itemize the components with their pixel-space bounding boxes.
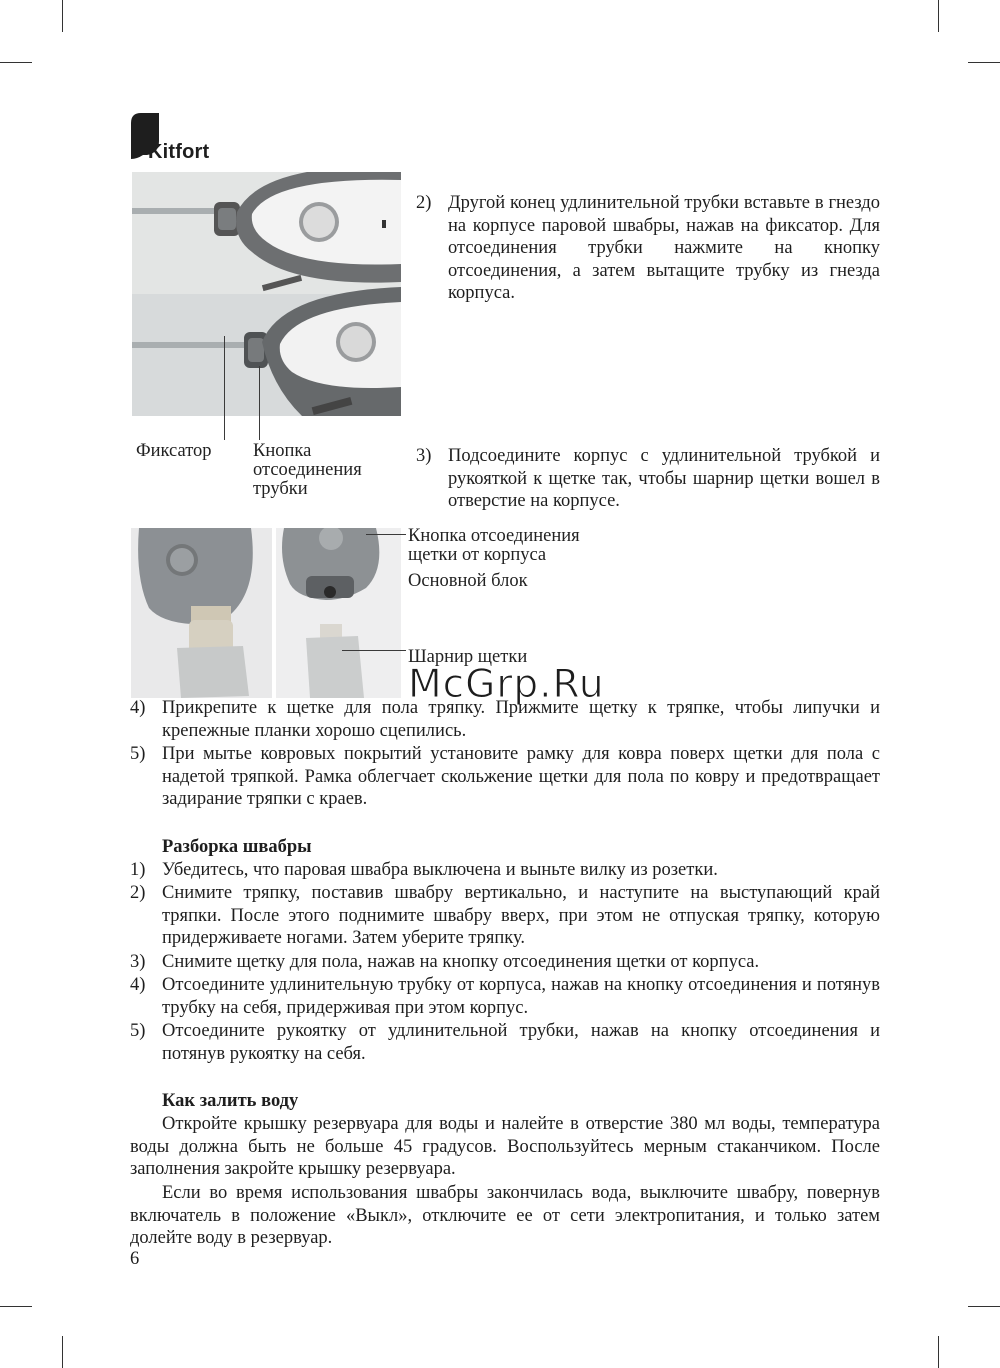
paragraph: Откройте крышку резервуара для воды и налейте в отверстие 380 мл воды, температура воды должна быть не больше 45 градусов. Воспользуйтесь мерным стаканчиком. После заполнения закройте крышку резервуара. <box>130 1114 880 1179</box>
tube-release-button-label: Кнопка отсоединения трубки <box>253 441 362 499</box>
watermark: McGrp.Ru <box>408 662 605 707</box>
main-unit-label: Основной блок <box>408 571 528 591</box>
brush-release-button-label: Кнопка отсоединения щетки от корпуса <box>408 526 580 565</box>
list-item: 5) Отсоедините рукоятку от удлинительной трубки, нажав на кнопку отсоединения и потянув рукоятку на себя. <box>130 1021 880 1064</box>
crop-mark <box>62 0 63 32</box>
latch-leader-line <box>224 336 225 440</box>
list-item: 3) Подсоедините корпус с удлинительной трубкой и рукояткой к щетке так, чтобы шарнир щетки вошел в отверстие на корпусе. <box>416 446 880 511</box>
list-item: 2) Другой конец удлинительной трубки вставьте в гнездо на корпусе паровой швабры, нажав на фиксатор. Для отсоединения трубки нажмите на кнопку отсоединения, а затем вытащите трубку из гнезда корпуса. <box>416 193 880 303</box>
latch-label: Фиксатор <box>136 441 212 461</box>
list-item: 3) Снимите щетку для пола, нажав на кнопку отсоединения щетки от корпуса. <box>130 952 760 972</box>
hinge-leader-line <box>342 650 406 651</box>
crop-mark <box>62 1336 63 1368</box>
brand-name: Kitfort <box>148 141 210 163</box>
button-leader-line <box>259 366 260 440</box>
list-item: 4) Отсоедините удлинительную трубку от корпуса, нажав на кнопку отсоединения и потянув трубку на себя, придерживая при этом корпус. <box>130 975 880 1018</box>
section-heading-water: Как залить воду <box>162 1091 299 1111</box>
crop-mark <box>0 1306 32 1307</box>
crop-mark <box>968 62 1000 63</box>
paragraph: Если во время использования швабры закончилась вода, выключите швабру, повернув включатель в положение «Выкл», отключите ее от сети электропитания, и только затем долейте воду в резервуар. <box>130 1183 880 1248</box>
brush-button-leader-line <box>366 534 406 535</box>
brush-hinge-photo-left <box>131 528 272 698</box>
list-item: 4) Прикрепите к щетке для пола тряпку. Прижмите щетку к тряпке, чтобы липучки и крепежные планки хорошо сцепились. <box>130 698 880 741</box>
crop-mark <box>938 0 939 32</box>
crop-mark <box>938 1336 939 1368</box>
tube-connection-photo <box>132 172 401 416</box>
brush-hinge-photo-right <box>276 528 401 698</box>
list-item: 5) При мытье ковровых покрытий установите рамку для ковра поверх щетки для пола с надетой тряпкой. Рамка облегчает скольжение щетки для пола по ковру и предотвращает задирание тряпки с краев. <box>130 744 880 809</box>
section-heading-disassembly: Разборка швабры <box>162 837 312 857</box>
list-item: 1) Убедитесь, что паровая швабра выключена и выньте вилку из розетки. <box>130 860 718 880</box>
crop-mark <box>968 1306 1000 1307</box>
brand-logo <box>131 113 241 165</box>
page-number: 6 <box>130 1249 140 1269</box>
brush-hinge-label: Шарнир щетки <box>408 647 528 667</box>
crop-mark <box>0 62 32 63</box>
list-item: 2) Снимите тряпку, поставив швабру вертикально, и наступите на выступающий край тряпки. После этого поднимите швабру вверх, при этом не отпуская тряпку, которую придерживаете ногами. Затем уберите тряпку. <box>130 883 880 948</box>
